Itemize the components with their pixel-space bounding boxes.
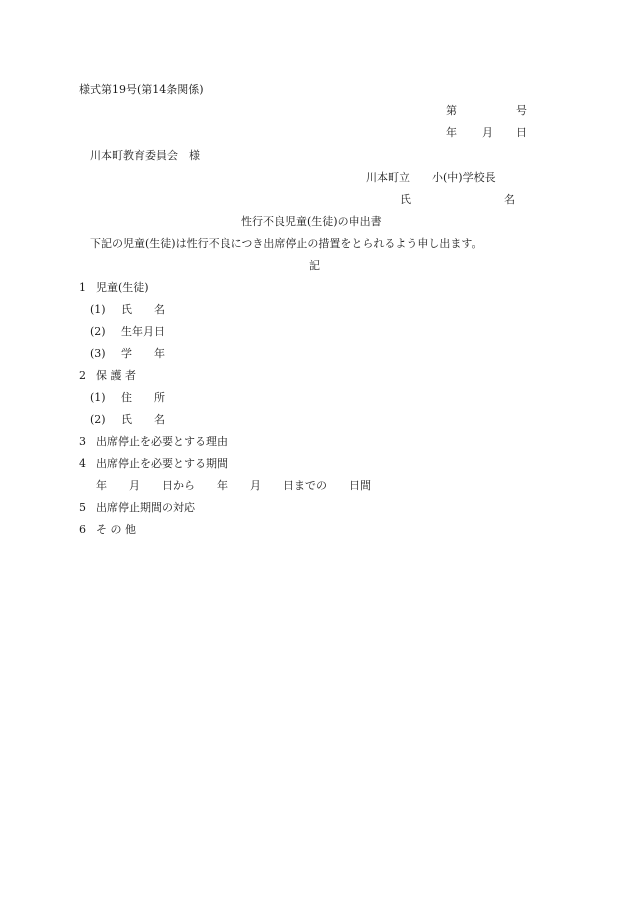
item-6-number: 6: [79, 523, 86, 536]
item-1-2-label: 生年月日: [121, 325, 165, 338]
sender-school: 川本町立 小(中)学校長: [366, 171, 496, 184]
document-title: 性行不良児童(生徒)の申出書: [241, 215, 382, 228]
item-2-label: 保 護 者: [96, 369, 136, 382]
date-year: 年: [446, 126, 457, 139]
item-2-2-label: 氏 名: [121, 413, 165, 426]
item-1-label: 児童(生徒): [96, 281, 149, 294]
body-text: 下記の児童(生徒)は性行不良につき出席停止の措置をとられるよう申し出ます。: [90, 237, 483, 250]
item-5-label: 出席停止期間の対応: [96, 501, 195, 514]
item-1-1-number: (1): [90, 303, 106, 316]
item-5-number: 5: [79, 501, 86, 514]
item-1-number: 1: [79, 281, 86, 294]
date-month: 月: [482, 126, 493, 139]
item-3-label: 出席停止を必要とする理由: [96, 435, 228, 448]
item-1-1-label: 氏 名: [121, 303, 165, 316]
sender-name-label-2: 名: [504, 193, 515, 206]
item-4-number: 4: [79, 457, 86, 470]
doc-number-suffix: 号: [516, 104, 527, 117]
item-2-1-number: (1): [90, 391, 106, 404]
item-2-1-label: 住 所: [121, 391, 165, 404]
item-1-3-label: 学 年: [121, 347, 165, 360]
addressee: 川本町教育委員会 様: [90, 149, 200, 162]
item-1-3-number: (3): [90, 347, 106, 360]
ki-mark: 記: [309, 259, 320, 272]
item-4-period: 年 月 日から 年 月 日までの 日間: [96, 479, 371, 492]
form-number: 様式第19号(第14条関係): [79, 83, 204, 96]
item-3-number: 3: [79, 435, 86, 448]
item-4-label: 出席停止を必要とする期間: [96, 457, 228, 470]
doc-number-prefix: 第: [446, 104, 457, 117]
sender-name-label-1: 氏: [400, 193, 411, 206]
item-2-number: 2: [79, 369, 86, 382]
item-6-label: そ の 他: [96, 523, 136, 536]
item-1-2-number: (2): [90, 325, 106, 338]
item-2-2-number: (2): [90, 413, 106, 426]
date-day: 日: [516, 126, 527, 139]
